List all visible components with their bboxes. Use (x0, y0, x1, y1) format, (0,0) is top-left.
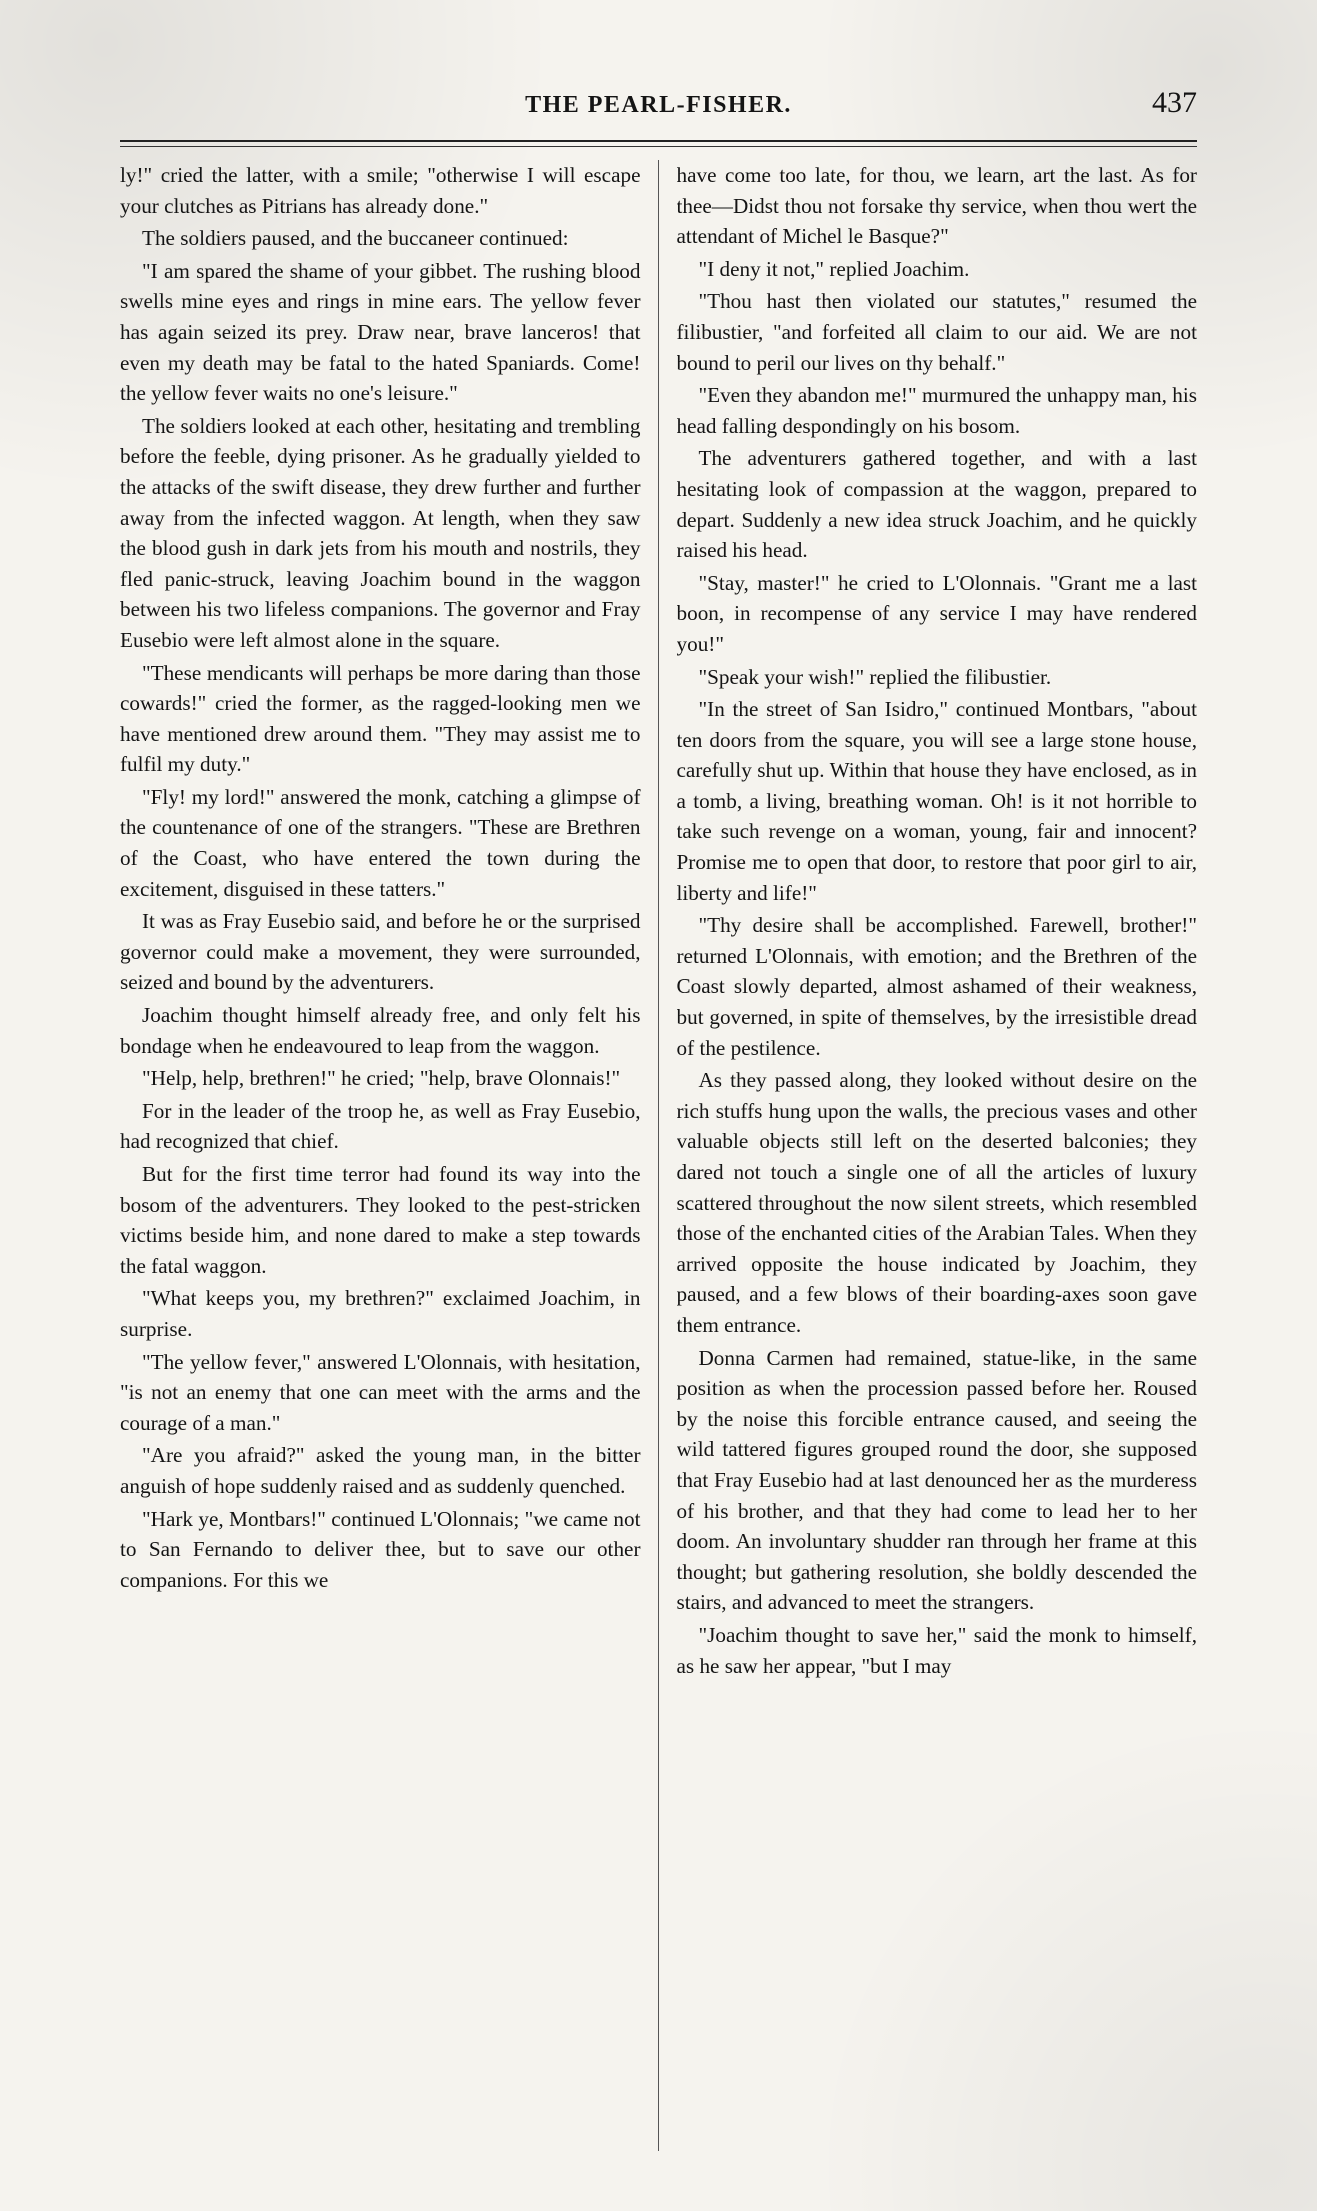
paragraph: "Help, help, brethren!" he cried; "help, brave Olonnais!" (142, 1066, 621, 1091)
column-divider (658, 160, 659, 2151)
paragraph: "Are you afraid?" asked the young man, in the bitter anguish of hope suddenly raised and as suddenly quenched. (120, 1443, 641, 1498)
paragraph: "Speak your wish!" replied the filibustier. (698, 664, 1052, 689)
paragraph: "Thy desire shall be accomplished. Farewell, brother!" returned L'Olonnais, with emotion; and the Brethren of the Coast slowly departed, almost ashamed of their weakness, but governed, in spite of themselves, by the irresistible dread of the pestilence. (676, 913, 1197, 1060)
paragraph: As they passed along, they looked without desire on the rich stuffs hung upon the walls, the precious vases and other valuable objects still left on the deserted balconies; they dared not touch a single one of all the articles of luxury scattered throughout the now silent streets, which resembled those of the enchanted cities of the Arabian Tales. When they arrived opposite the house indicated by Joachim, they paused, and a few blows of their boarding-axes soon gave them entrance. (676, 1068, 1197, 1337)
paragraph: "What keeps you, my brethren?" exclaimed Joachim, in surprise. (120, 1286, 641, 1341)
paragraph: The soldiers paused, and the buccaneer continued: (142, 226, 569, 251)
paragraph: For in the leader of the troop he, as well as Fray Eusebio, had recognized that chief. (120, 1098, 641, 1154)
paragraph: ly!" cried the latter, with a smile; "otherwise I will escape your clutches as Pitrians has already done." (120, 163, 641, 218)
paragraph: "Stay, master!" he cried to L'Olonnais. "Grant me a last boon, in recompense of any service I may have rendered you!" (676, 570, 1197, 656)
right-column (677, 160, 1198, 2151)
paragraph: "Thou hast then violated our statutes," resumed the filibustier, "and forfeited all claim to our aid. We are not bound to peril our lives on thy behalf." (676, 289, 1197, 375)
header-rule (120, 140, 1197, 142)
paragraph: The soldiers looked at each other, hesitating and trembling before the feeble, dying prisoner. As he gradually yielded to the attacks of the swift disease, they drew further and further away from the infected waggon. At length, when they saw the blood gush in dark jets from his mouth and nostrils, they fled panic-struck, leaving Joachim bound in the waggon between his two lifeless companions. The governor and Fray Eusebio were left almost alone in the square. (120, 413, 641, 652)
paragraph: Donna Carmen had remained, statue-like, in the same position as when the procession passed before her. Roused by the noise this forcible entrance caused, and seeing the wild tattered figures grouped round the door, she supposed that Fray Eusebio had at last denounced her as the murderess of his brother, and that they had come to lead her to her doom. An involuntary shudder ran through her frame at this thought; but gathering resolution, she boldly descended the stairs, and advanced to meet the strangers. (676, 1345, 1197, 1615)
paragraph: Joachim thought himself already free, and only felt his bondage when he endeavoured to leap from the waggon. (120, 1003, 641, 1058)
paragraph: "I deny it not," replied Joachim. (698, 256, 970, 281)
left-column (120, 160, 641, 2151)
paragraph: "Joachim thought to save her," said the monk to himself, as he saw her appear, "but I may (676, 1622, 1197, 1678)
header-rule-thin (120, 146, 1197, 147)
paragraph: "The yellow fever," answered L'Olonnais, with hesitation, "is not an enemy that one can meet with the arms and the courage of a man." (120, 1349, 641, 1435)
page-header (120, 86, 1197, 132)
paragraph: "These mendicants will perhaps be more daring than those cowards!" cried the former, as the ragged-looking men we have mentioned drew around them. "They may assist me to fulfil my duty." (120, 660, 641, 777)
paragraph: have come too late, for thou, we learn, art the last. As for thee—Didst thou not forsake thy service, when thou wert the attendant of Michel le Basque?" (676, 163, 1197, 249)
paragraph: "Fly! my lord!" answered the monk, catching a glimpse of the countenance of one of the strangers. "These are Brethren of the Coast, who have entered the town during the excitement, disguised in these tatters." (120, 784, 641, 901)
paragraph: "Even they abandon me!" murmured the unhappy man, his head falling despondingly on his bosom. (676, 383, 1197, 438)
paragraph: "Hark ye, Montbars!" continued L'Olonnais; "we came not to San Fernando to deliver thee, but to save our other companions. For this we (120, 1506, 641, 1592)
page-number: 437 (1152, 86, 1197, 119)
paragraph: It was as Fray Eusebio said, and before he or the surprised governor could make a movement, they were surrounded, seized and bound by the adventurers. (120, 909, 641, 995)
paragraph: "I am spared the shame of your gibbet. The rushing blood swells mine eyes and rings in mine ears. The yellow fever has again seized its prey. Draw near, brave lanceros! that even my death may be fatal to the hated Spaniards. Come! the yellow fever waits no one's leisure." (120, 258, 641, 406)
running-title: THE PEARL-FISHER. (525, 92, 792, 118)
paragraph: But for the first time terror had found its way into the bosom of the adventurers. They looked to the pest-stricken victims beside him, and none dared to make a step towards the fatal waggon. (120, 1162, 641, 1278)
paragraph: The adventurers gathered together, and with a last hesitating look of compassion at the waggon, prepared to depart. Suddenly a new idea struck Joachim, and he quickly raised his head. (676, 446, 1197, 563)
paragraph: "In the street of San Isidro," continued Montbars, "about ten doors from the square, you will see a large stone house, carefully shut up. Within that house they have enclosed, as in a tomb, a living, breathing woman. Oh! is it not horrible to take such revenge on a woman, young, fair and innocent? Promise me to open that door, to restore that poor girl to air, liberty and life!" (676, 697, 1197, 905)
